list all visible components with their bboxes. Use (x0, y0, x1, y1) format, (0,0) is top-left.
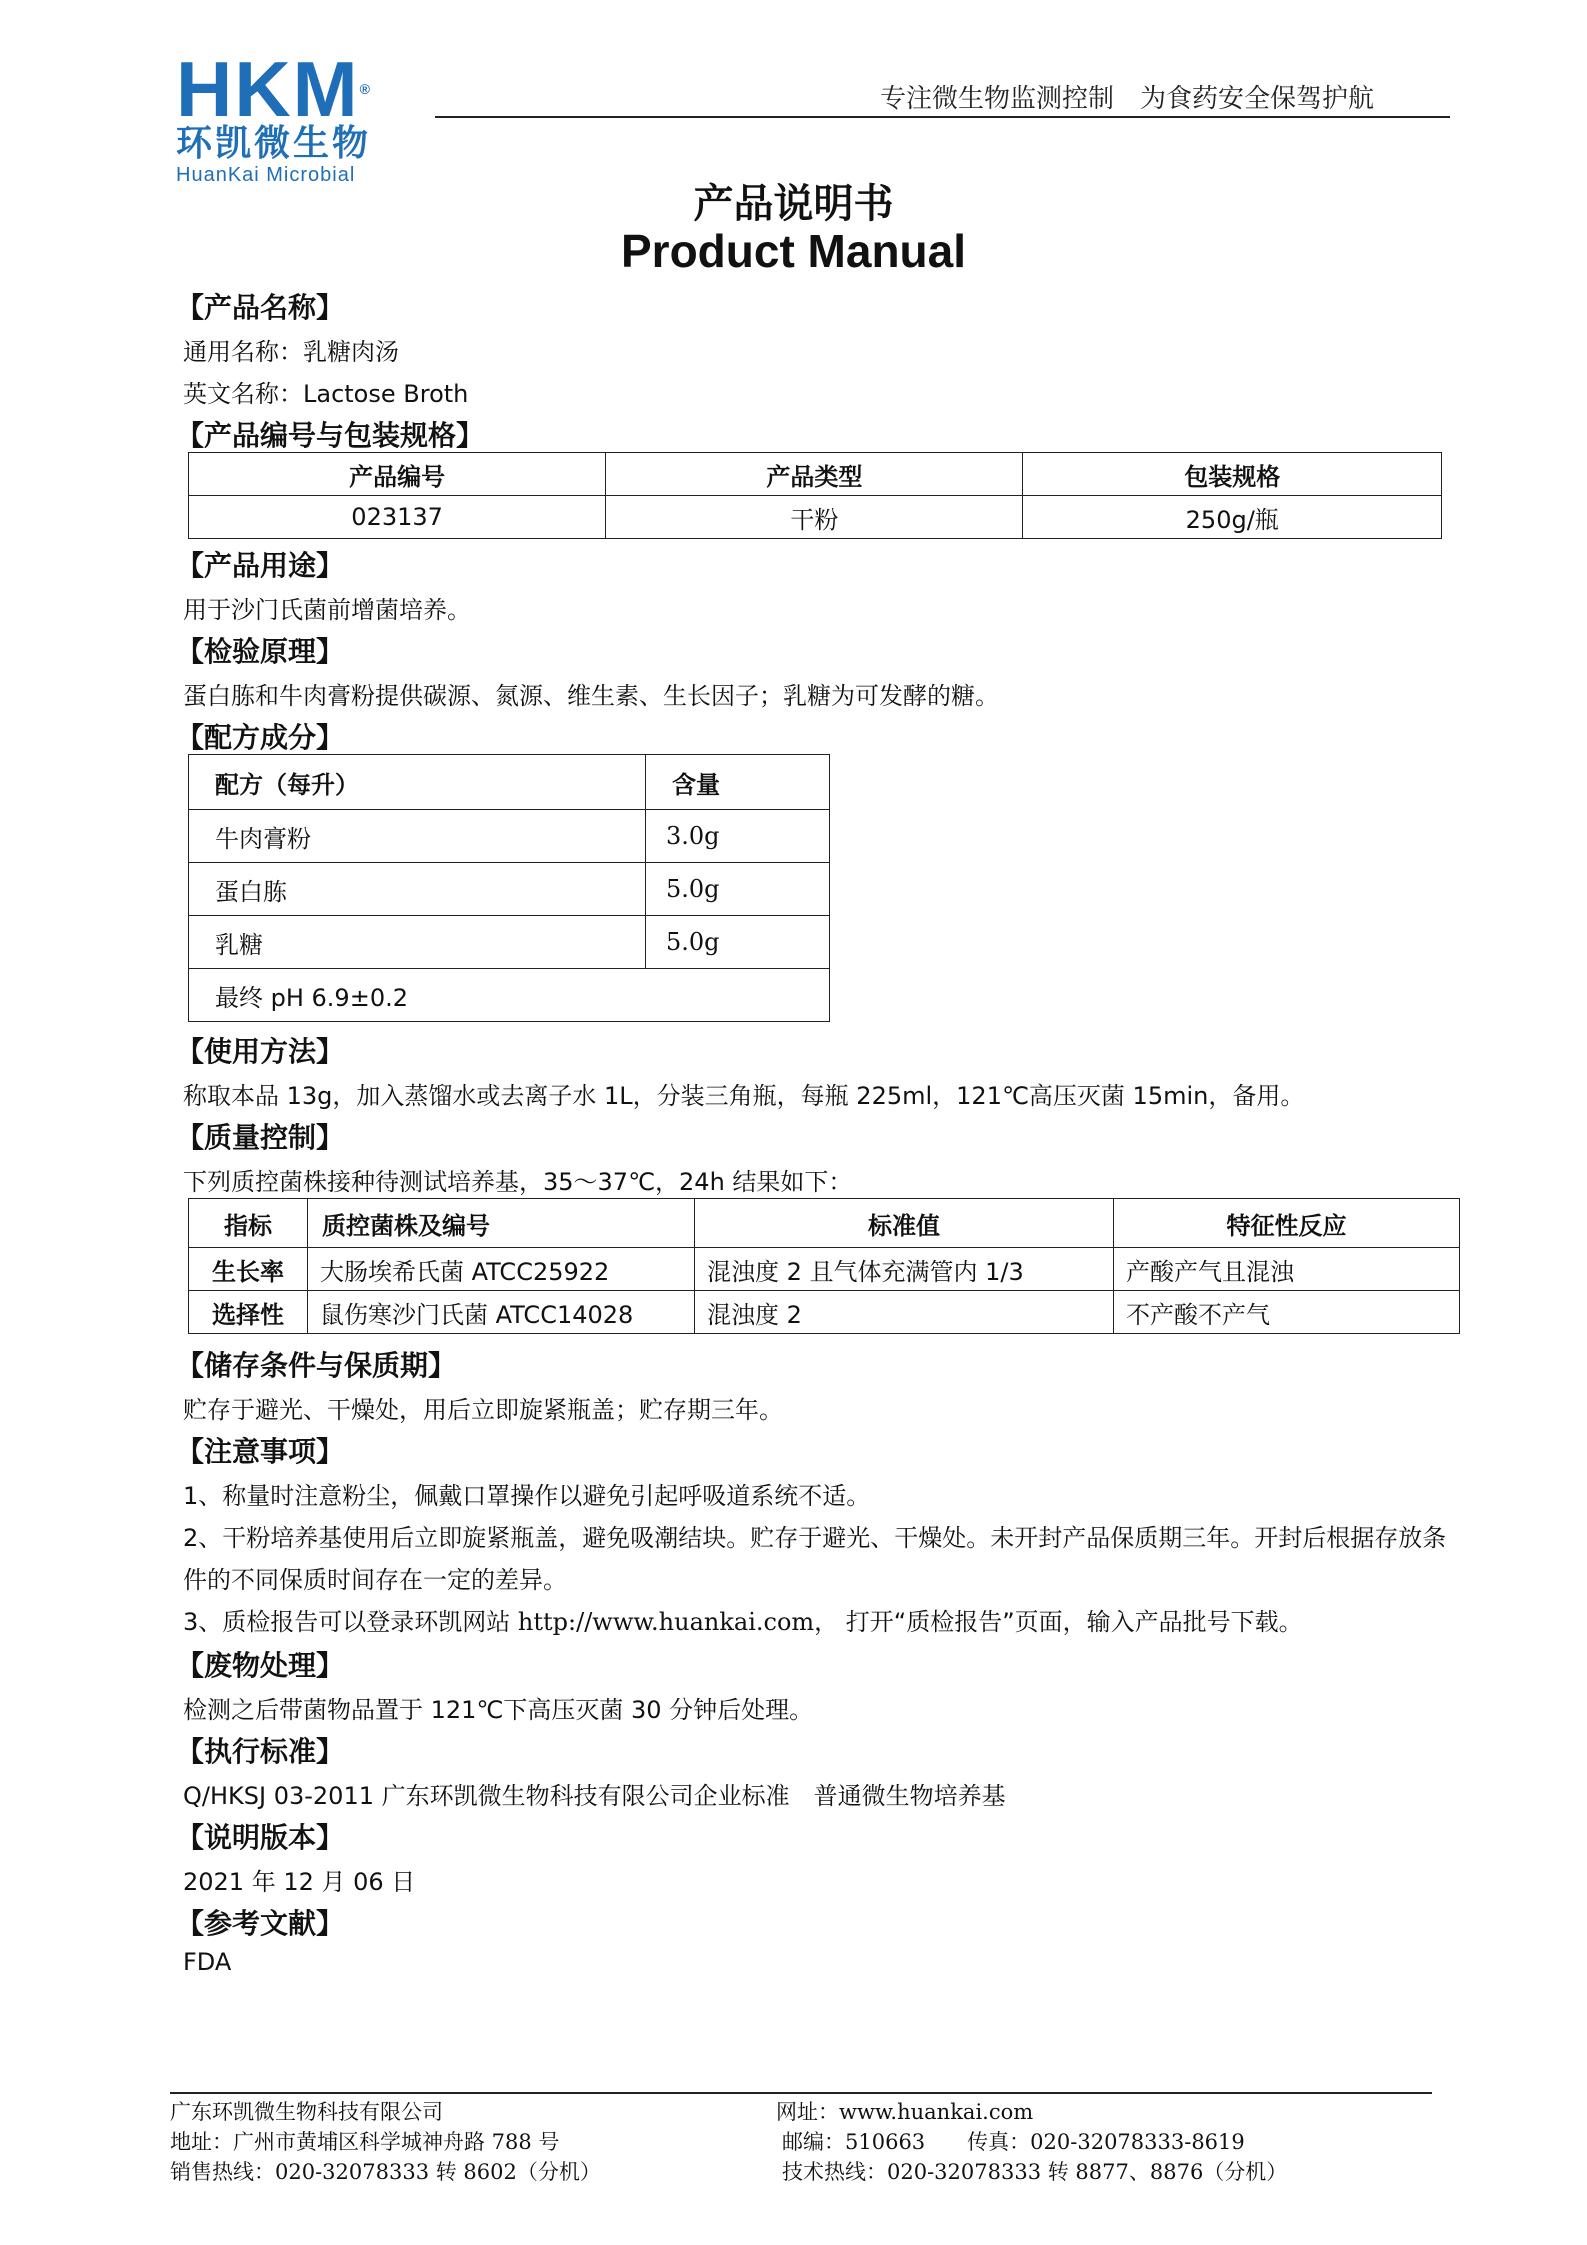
col-amount: 含量 (646, 755, 830, 810)
table-row (189, 863, 830, 916)
cell-strain: 鼠伤寒沙门氏菌 ATCC14028 (308, 1291, 695, 1334)
footer-company: 广东环凯微生物科技有限公司 (170, 2100, 443, 2124)
section-heading-packaging: 【产品编号与包装规格】 (176, 419, 485, 452)
footer-website: 网址：www.huankai.com (776, 2100, 1034, 2124)
cell-product-code: 023137 (189, 496, 606, 539)
table-header-row (189, 453, 1442, 496)
section-heading-method: 【使用方法】 (176, 1035, 345, 1068)
section-heading-storage: 【储存条件与保质期】 (176, 1349, 457, 1382)
col-indicator: 指标 (189, 1199, 308, 1248)
version-text: 2021 年 12 月 06 日 (183, 1868, 416, 1896)
footer-sales-hotline: 销售热线：020-32078333 转 8602（分机） (170, 2160, 601, 2184)
cell-indicator: 选择性 (189, 1291, 308, 1334)
section-heading-disposal: 【废物处理】 (176, 1649, 345, 1682)
section-heading-product-name: 【产品名称】 (176, 291, 345, 324)
col-product-code: 产品编号 (189, 453, 606, 496)
cell-product-type: 干粉 (606, 496, 1023, 539)
cell-strain: 大肠埃希氏菌 ATCC25922 (308, 1248, 695, 1291)
section-heading-usage: 【产品用途】 (176, 549, 345, 582)
section-heading-standard: 【执行标准】 (176, 1735, 345, 1768)
cell-ingredient: 蛋白胨 (189, 863, 646, 916)
disposal-text: 检测之后带菌物品置于 121℃下高压灭菌 30 分钟后处理。 (183, 1696, 814, 1724)
registered-mark: ® (359, 81, 372, 97)
section-heading-references: 【参考文献】 (176, 1907, 345, 1940)
standard-text: Q/HKSJ 03-2011 广东环凯微生物科技有限公司企业标准 普通微生物培养基 (183, 1782, 1006, 1810)
header-slogan: 专注微生物监测控制 为食药安全保驾护航 (880, 84, 1375, 114)
table-row (189, 810, 830, 863)
header-divider (435, 116, 1450, 118)
note-3-suffix: ， 打开“质检报告”页面，输入产品批号下载。 (814, 1608, 1303, 1636)
footer-divider (170, 2092, 1432, 2094)
section-heading-principle: 【检验原理】 (176, 635, 345, 668)
note-3 (183, 1602, 1303, 1637)
table-row (189, 1248, 1460, 1291)
cell-standard: 混浊度 2 且气体充满管内 1/3 (695, 1248, 1114, 1291)
company-logo (176, 45, 436, 186)
table-row (189, 1291, 1460, 1334)
packaging-table (188, 452, 1442, 539)
col-strain: 质控菌株及编号 (308, 1199, 695, 1248)
references-text: FDA (183, 1948, 232, 1976)
qc-table (188, 1198, 1460, 1334)
website-link[interactable]: http://www.huankai.com (517, 1608, 815, 1636)
cell-reaction: 不产酸不产气 (1114, 1291, 1460, 1334)
section-heading-version: 【说明版本】 (176, 1821, 345, 1854)
col-package-spec: 包装规格 (1023, 453, 1442, 496)
logo-hkm-text: HKM® (176, 45, 372, 133)
cell-ingredient: 牛肉膏粉 (189, 810, 646, 863)
section-heading-qc: 【质量控制】 (176, 1121, 345, 1154)
note-2-line-2: 件的不同保质时间存在一定的差异。 (183, 1566, 567, 1594)
usage-text: 用于沙门氏菌前增菌培养。 (183, 596, 471, 624)
table-row (189, 916, 830, 969)
storage-text: 贮存于避光、干燥处，用后立即旋紧瓶盖；贮存期三年。 (183, 1396, 783, 1424)
method-text: 称取本品 13g，加入蒸馏水或去离子水 1L，分装三角瓶，每瓶 225ml，121℃高压灭菌 15min，备用。 (183, 1082, 1305, 1110)
cell-package-spec: 250g/瓶 (1023, 496, 1442, 539)
footer-postcode-fax: 邮编：510663 传真：020-32078333-8619 (782, 2130, 1245, 2154)
logo-cn-text: 环凯微生物 (176, 123, 372, 164)
english-name: 英文名称：Lactose Broth (183, 380, 469, 408)
section-heading-formula: 【配方成分】 (176, 721, 345, 754)
table-row (189, 969, 830, 1022)
cell-reaction: 产酸产气且混浊 (1114, 1248, 1460, 1291)
table-header-row (189, 1199, 1460, 1248)
cell-amount: 3.0g (646, 810, 830, 863)
note-1: 1、称量时注意粉尘，佩戴口罩操作以避免引起呼吸道系统不适。 (183, 1482, 871, 1510)
footer-address: 地址：广州市黄埔区科学城神舟路 788 号 (170, 2130, 560, 2154)
common-name: 通用名称：乳糖肉汤 (183, 338, 399, 366)
col-formula: 配方（每升） (189, 755, 646, 810)
cell-ingredient: 乳糖 (189, 916, 646, 969)
table-header-row (189, 755, 830, 810)
cell-amount: 5.0g (646, 863, 830, 916)
footer-tech-hotline: 技术热线：020-32078333 转 8877、8876（分机） (782, 2160, 1288, 2184)
note-3-prefix: 3、质检报告可以登录环凯网站 (183, 1608, 518, 1636)
logo-en-text: HuanKai Microbial (176, 164, 356, 186)
principle-text: 蛋白胨和牛肉膏粉提供碳源、氮源、维生素、生长因子；乳糖为可发酵的糖。 (183, 682, 999, 710)
col-standard: 标准值 (695, 1199, 1114, 1248)
qc-intro: 下列质控菌株接种待测试培养基，35～37℃，24h 结果如下： (183, 1168, 853, 1196)
cell-final-ph: 最终 pH 6.9±0.2 (189, 969, 830, 1022)
page-title-cn: 产品说明书 (693, 181, 894, 227)
cell-amount: 5.0g (646, 916, 830, 969)
cell-indicator: 生长率 (189, 1248, 308, 1291)
col-reaction: 特征性反应 (1114, 1199, 1460, 1248)
cell-standard: 混浊度 2 (695, 1291, 1114, 1334)
formula-table (188, 754, 830, 1022)
note-2-line-1: 2、干粉培养基使用后立即旋紧瓶盖，避免吸潮结块。贮存于避光、干燥处。未开封产品保质期三年。开封后根据存放条 (183, 1524, 1447, 1552)
page-title-en: Product Manual (620, 225, 967, 277)
col-product-type: 产品类型 (606, 453, 1023, 496)
table-row (189, 496, 1442, 539)
section-heading-notes: 【注意事项】 (176, 1435, 345, 1468)
